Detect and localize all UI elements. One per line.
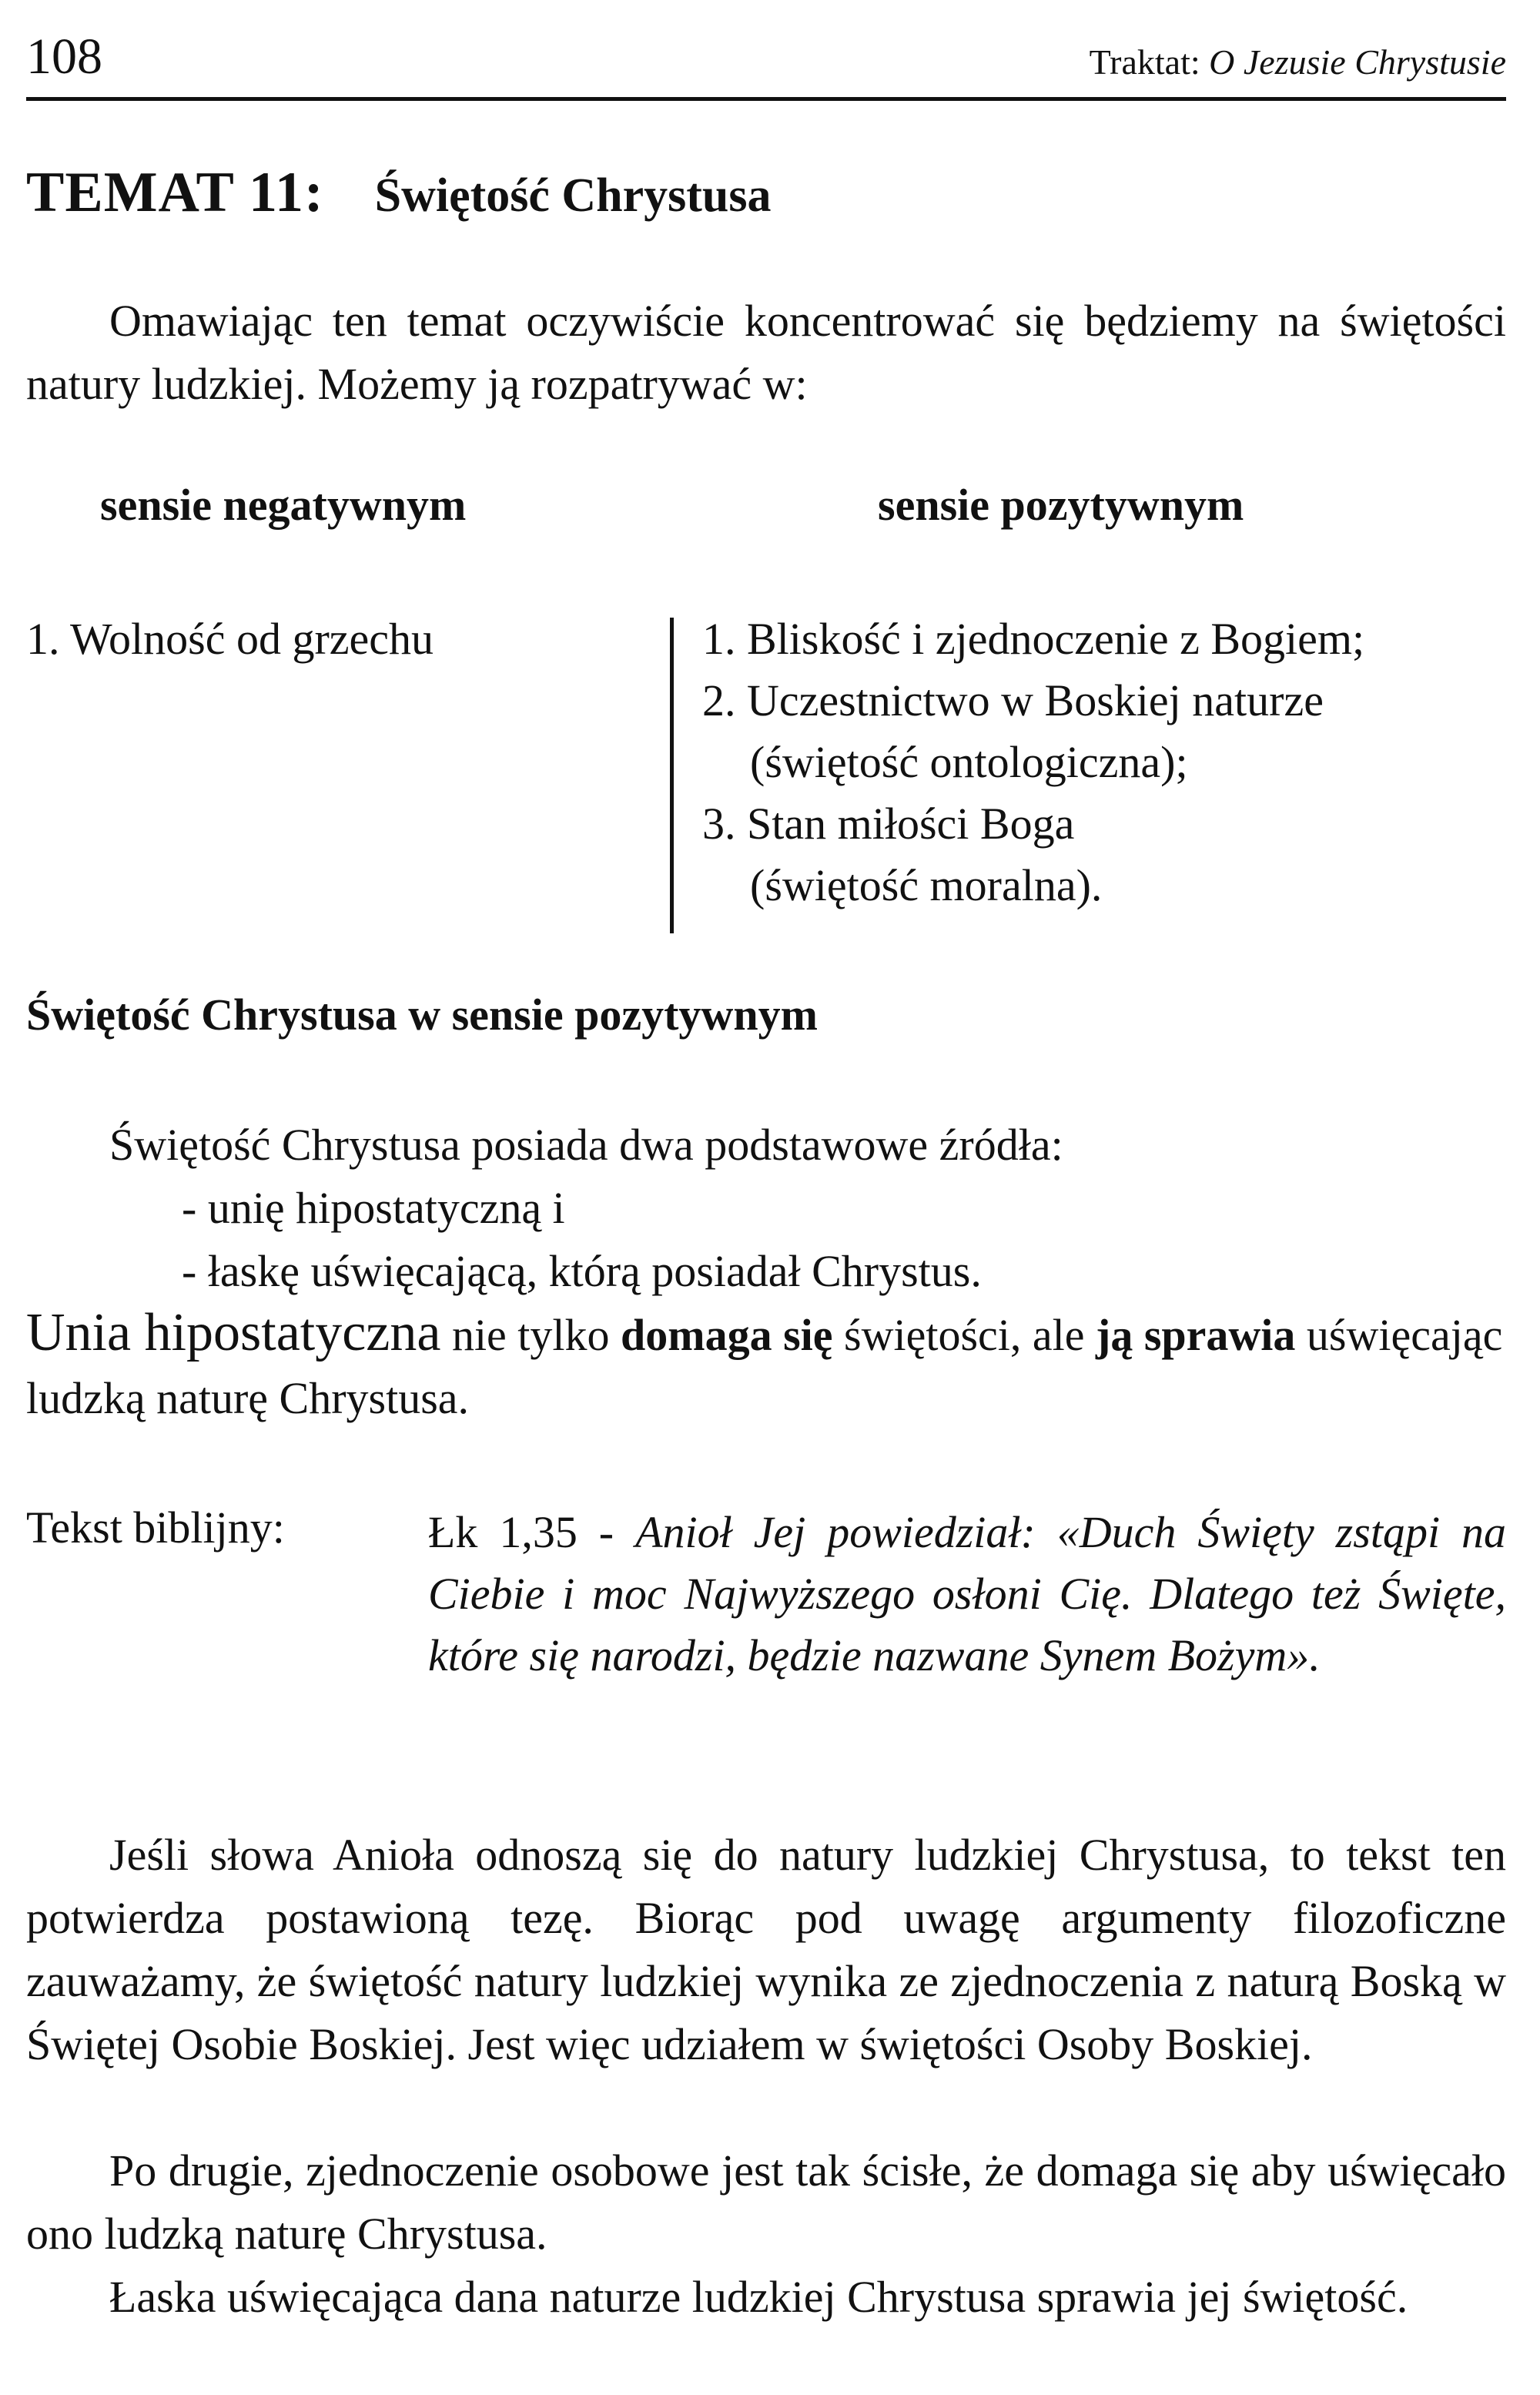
positive-item-note: (świętość moralna).	[750, 860, 1103, 910]
negative-item: 1. Wolność od grzechu	[26, 614, 434, 664]
topic-title: Świętość Chrystusa	[374, 169, 772, 222]
union-paragraph	[26, 1301, 1506, 1430]
negative-list	[26, 608, 658, 670]
bible-label: Tekst biblijny:	[26, 1502, 285, 1553]
bible-quote	[428, 1502, 1506, 1687]
union-emphasis: domaga się	[621, 1310, 833, 1360]
positive-list	[702, 608, 1511, 916]
body-paragraph: Po drugie, zjednoczenie osobowe jest tak ścisłe, że domaga się aby uświęcało ono ludzką naturę Chrystusa.	[26, 2145, 1506, 2259]
section-heading: Świętość Chrystusa w sensie pozytywnym	[26, 990, 818, 1040]
running-head-title: O Jezusie Chrystusie	[1209, 42, 1506, 82]
positive-item: 3. Stan miłości Boga	[702, 799, 1075, 849]
running-head	[1090, 42, 1506, 82]
positive-item-note: (świętość ontologiczna);	[750, 737, 1188, 787]
topic-label: TEMAT 11:	[26, 161, 324, 224]
page-header	[26, 28, 1506, 101]
positive-item: 2. Uczestnictwo w Boskiej naturze	[702, 675, 1324, 725]
source-item: - unię hipostatyczną i	[182, 1183, 565, 1233]
union-text: nie tylko	[440, 1310, 621, 1360]
union-emphasis: sprawia	[1143, 1310, 1296, 1360]
union-text	[1133, 1310, 1144, 1360]
sources-intro: Świętość Chrystusa posiada dwa podstawowe źródła:	[109, 1120, 1063, 1170]
positive-heading: sensie pozytywnym	[878, 480, 1244, 530]
union-text: świętości, ale	[832, 1310, 1096, 1360]
bible-reference: Łk 1,35 -	[428, 1507, 636, 1557]
union-emphasis: ją	[1096, 1310, 1133, 1360]
source-item: - łaskę uświęcającą, którą posiadał Chrystus.	[182, 1246, 982, 1296]
page-number: 108	[26, 28, 102, 85]
running-head-prefix: Traktat:	[1089, 42, 1200, 82]
negative-heading: sensie negatywnym	[100, 480, 467, 530]
intro-paragraph: Omawiając ten temat oczywiście koncentrować się będziemy na świętości natury ludzkiej. Możemy ją rozpatrywać w:	[26, 296, 1506, 409]
body-paragraph: Łaska uświęcająca dana naturze ludzkiej Chrystusa sprawia jej świętość.	[109, 2272, 1408, 2322]
body-paragraph: Jeśli słowa Anioła odnoszą się do natury ludzkiej Chrystusa, to tekst ten potwierdza postawioną tezę. Biorąc pod uwagę argumenty filozoficzne zauważamy, że świętość natury ludzkiej wynika ze zjednoczenia z naturą Boską w Świętej Osobie Boskiej. Jest więc udziałem w świętości Osoby Boskiej.	[26, 1830, 1506, 2069]
union-term: Unia hipostatyczna	[26, 1303, 441, 1362]
union-text: uświęcając ludzką naturę Chrystusa.	[26, 1310, 1503, 1423]
bible-quote-text: Anioł Jej powiedział: «Duch Święty zstąpi na Ciebie i moc Najwyższego osłoni Cię. Dlatego też Święte, które się narodzi, będzie nazwane Synem Bożym».	[428, 1507, 1506, 1680]
column-divider	[670, 618, 674, 933]
topic-heading	[26, 160, 772, 226]
positive-item: 1. Bliskość i zjednoczenie z Bogiem;	[702, 614, 1365, 664]
